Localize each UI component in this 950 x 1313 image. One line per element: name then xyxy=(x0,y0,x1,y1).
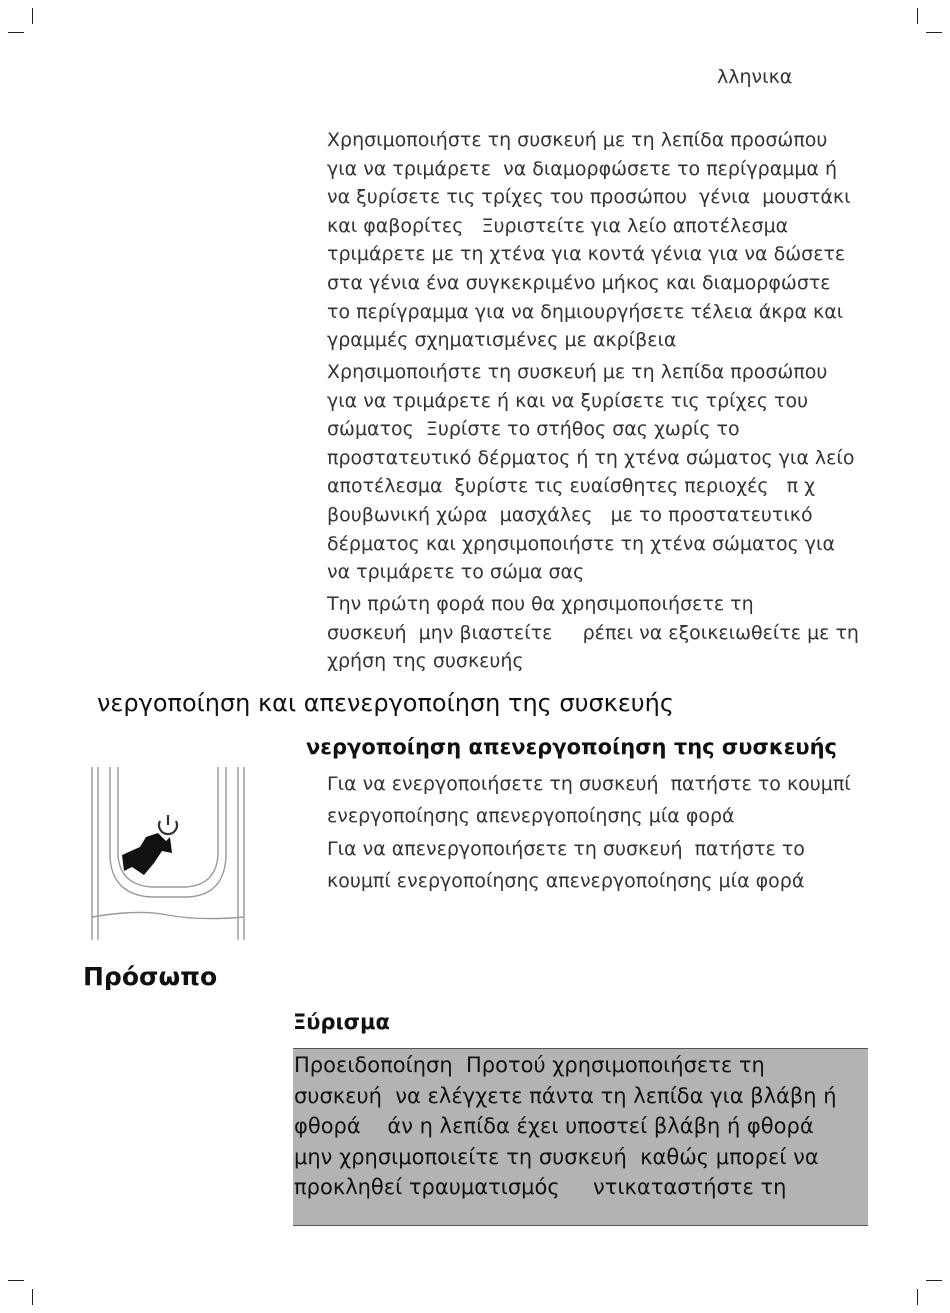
intro-paragraph-body: Χρησιμοποιήστε τη συσκευή με τη λεπίδα προσώπου για να τριμάρετε ή και να ξυρίσετε τις τρίχες του σώματος Ξυρίστε το στήθος σας χωρίς το προστατευτικό δέρματος ή τη χτένα σώματος για λείο αποτέλεσμα ξυρίστε τις ευαίσθητες περιοχές π χ βουβωνική χώρα μασχάλες με το προστατευτικό δέρματος και χρησιμοποιήστε τη χτένα σώματος για να τριμάρετε το σώμα σας xyxy=(327,361,855,584)
step-turn-off: Για να απενεργοποιήσετε τη συσκευή πατήστε το κουμπί ενεργοποίησης απενεργοποίησης μία φορά xyxy=(327,838,805,892)
intro-paragraph-face-blade: Χρησιμοποιήστε τη συσκευή με τη λεπίδα προσώπου για να τριμάρετε να διαμορφώσετε το περίγραμμα ή να ξυρίσετε τις τρίχες του προσώπου γένια μουστάκι και φαβορίτες Ξυριστείτε για λείο αποτέλεσμα τριμάρετε με τη χτένα για κοντά γένια για να δώσετε στα γένια ένα συγκεκριμένο μήκος και διαμορφώστε το περίγραμμα για να δημιουργήσετε τέλεια άκρα και γραμμές σχηματισμένες με ακρίβεια xyxy=(327,129,851,352)
warning-box xyxy=(293,1048,868,1226)
crop-mark xyxy=(32,1289,33,1305)
power-button-press-icon xyxy=(88,767,248,940)
section-heading-power: νεργοποίηση και απενεργοποίηση της συσκευής xyxy=(97,689,674,717)
crop-mark xyxy=(917,1289,918,1305)
subheading-shaving: Ξύρισμα xyxy=(293,1010,390,1034)
warning-text: Προειδοποίηση Προτού χρησιμοποιήσετε τη συσκευή να ελέγχετε πάντα τη λεπίδα για βλάβη ή φθορά άν η λεπίδα έχει υποστεί βλάβη ή φθορά μην χρησιμοποιείτε τη συσκευή καθώς μπορεί να προκληθεί τραυματισμός ντικαταστήστε τη xyxy=(294,1053,837,1199)
crop-mark xyxy=(926,32,942,33)
crop-mark xyxy=(926,1280,942,1281)
crop-mark xyxy=(8,32,24,33)
crop-mark xyxy=(917,8,918,24)
crop-mark xyxy=(32,8,33,24)
crop-mark xyxy=(8,1280,24,1281)
step-turn-on: Για να ενεργοποιήσετε τη συσκευή πατήστε το κουμπί ενεργοποίησης απενεργοποίησης μία φορά xyxy=(327,773,851,827)
language-label: λληνικα xyxy=(717,66,793,88)
intro-paragraph-first-use: Την πρώτη φορά που θα χρησιμοποιήσετε τη συσκευή μην βιαστείτε ρέπει να εξοικειωθείτε με τη χρήση της συσκευής xyxy=(327,593,859,673)
section-heading-face: Πρόσωπο xyxy=(83,962,218,991)
subheading-power: νεργοποίηση απενεργοποίηση της συσκευής xyxy=(306,735,838,759)
